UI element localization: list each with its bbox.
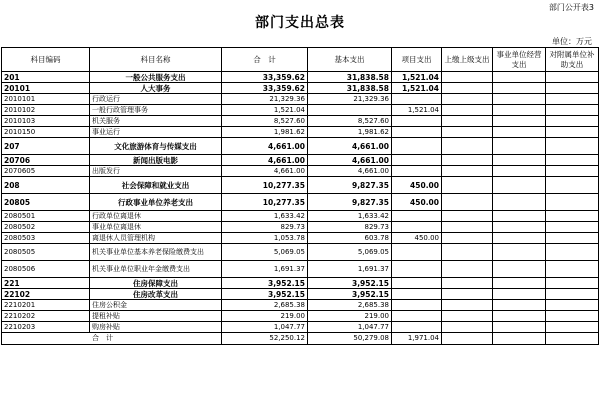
col-header-total: 合 计	[222, 48, 308, 72]
cell-project: 450.00	[392, 194, 442, 211]
cell-subsidy	[546, 222, 599, 233]
cell-basic: 1,633.42	[308, 211, 392, 222]
cell-name: 出版发行	[90, 166, 222, 177]
table-row	[2, 311, 599, 322]
cell-basic: 9,827.35	[308, 194, 392, 211]
col-header-name: 科目名称	[90, 48, 222, 72]
cell-upper-remit	[442, 322, 493, 333]
cell-name: 住房公积金	[90, 300, 222, 311]
cell-business	[493, 83, 546, 94]
col-header-basic: 基本支出	[308, 48, 392, 72]
cell-name: 提租补贴	[90, 311, 222, 322]
cell-name: 行政运行	[90, 94, 222, 105]
cell-subsidy	[546, 166, 599, 177]
cell-project	[392, 278, 442, 289]
cell-business	[493, 127, 546, 138]
col-header-project: 项目支出	[392, 48, 442, 72]
cell-upper-remit	[442, 233, 493, 244]
cell-upper-remit	[442, 116, 493, 127]
cell-name: 人大事务	[90, 83, 222, 94]
cell-business	[493, 322, 546, 333]
header-row	[2, 48, 599, 72]
cell-subsidy	[546, 94, 599, 105]
cell-name: 机关服务	[90, 116, 222, 127]
unit-label: 单位：万元	[552, 37, 592, 46]
cell-total: 8,527.60	[222, 116, 308, 127]
table-row	[2, 244, 599, 261]
cell-subsidy	[546, 127, 599, 138]
table-row	[2, 116, 599, 127]
col-header-code: 科目编码	[2, 48, 90, 72]
cell-upper-remit	[442, 127, 493, 138]
table-row	[2, 155, 599, 166]
cell-code: 2210201	[2, 300, 90, 311]
col-header-business: 事业单位经营支出	[493, 48, 546, 72]
table-row	[2, 177, 599, 194]
cell-total: 219.00	[222, 311, 308, 322]
cell-basic: 3,952.15	[308, 289, 392, 300]
cell-upper-remit	[442, 194, 493, 211]
cell-total: 3,952.15	[222, 278, 308, 289]
cell-business	[493, 261, 546, 278]
total-upper-remit	[442, 333, 493, 345]
cell-business	[493, 116, 546, 127]
cell-name: 机关事业单位基本养老保险缴费支出	[90, 244, 222, 261]
cell-code: 20706	[2, 155, 90, 166]
cell-name: 住房改革支出	[90, 289, 222, 300]
cell-project	[392, 166, 442, 177]
cell-total: 10,277.35	[222, 194, 308, 211]
cell-business	[493, 166, 546, 177]
table-row	[2, 211, 599, 222]
table-row	[2, 138, 599, 155]
cell-upper-remit	[442, 177, 493, 194]
cell-subsidy	[546, 311, 599, 322]
cell-subsidy	[546, 194, 599, 211]
cell-name: 一般公共服务支出	[90, 72, 222, 83]
cell-total: 33,359.62	[222, 72, 308, 83]
cell-business	[493, 278, 546, 289]
cell-name: 离退休人员管理机构	[90, 233, 222, 244]
cell-total: 3,952.15	[222, 289, 308, 300]
cell-name: 新闻出版电影	[90, 155, 222, 166]
cell-code: 208	[2, 177, 90, 194]
cell-business	[493, 211, 546, 222]
cell-subsidy	[546, 138, 599, 155]
cell-upper-remit	[442, 261, 493, 278]
cell-total: 829.73	[222, 222, 308, 233]
cell-total: 1,633.42	[222, 211, 308, 222]
cell-name: 文化旅游体育与传媒支出	[90, 138, 222, 155]
cell-code: 207	[2, 138, 90, 155]
cell-project	[392, 155, 442, 166]
cell-upper-remit	[442, 222, 493, 233]
cell-business	[493, 94, 546, 105]
cell-total: 10,277.35	[222, 177, 308, 194]
cell-code: 22102	[2, 289, 90, 300]
cell-project	[392, 222, 442, 233]
table-row	[2, 300, 599, 311]
cell-basic: 4,661.00	[308, 138, 392, 155]
cell-project	[392, 138, 442, 155]
cell-basic: 3,952.15	[308, 278, 392, 289]
cell-basic: 31,838.58	[308, 72, 392, 83]
cell-total: 1,691.37	[222, 261, 308, 278]
cell-code: 2010150	[2, 127, 90, 138]
cell-subsidy	[546, 278, 599, 289]
table-row	[2, 289, 599, 300]
cell-basic: 1,691.37	[308, 261, 392, 278]
cell-subsidy	[546, 211, 599, 222]
cell-code: 2010101	[2, 94, 90, 105]
cell-subsidy	[546, 155, 599, 166]
cell-project: 1,521.04	[392, 72, 442, 83]
cell-upper-remit	[442, 155, 493, 166]
cell-basic	[308, 105, 392, 116]
cell-business	[493, 300, 546, 311]
cell-name: 购房补贴	[90, 322, 222, 333]
expenditure-table	[1, 47, 599, 345]
cell-business	[493, 233, 546, 244]
cell-business	[493, 311, 546, 322]
cell-upper-remit	[442, 94, 493, 105]
cell-basic: 2,685.38	[308, 300, 392, 311]
document-number: 部门公开表3	[548, 3, 594, 12]
cell-subsidy	[546, 105, 599, 116]
cell-total: 1,981.62	[222, 127, 308, 138]
cell-code: 2080502	[2, 222, 90, 233]
table-row	[2, 233, 599, 244]
cell-upper-remit	[442, 211, 493, 222]
cell-project	[392, 261, 442, 278]
cell-basic: 1,047.77	[308, 322, 392, 333]
cell-subsidy	[546, 322, 599, 333]
cell-code: 201	[2, 72, 90, 83]
cell-business	[493, 138, 546, 155]
cell-code: 2070605	[2, 166, 90, 177]
cell-code: 2080501	[2, 211, 90, 222]
cell-business	[493, 72, 546, 83]
cell-basic: 9,827.35	[308, 177, 392, 194]
cell-subsidy	[546, 72, 599, 83]
cell-total: 4,661.00	[222, 138, 308, 155]
cell-project: 450.00	[392, 177, 442, 194]
cell-subsidy	[546, 116, 599, 127]
cell-business	[493, 105, 546, 116]
cell-code: 221	[2, 278, 90, 289]
cell-code: 2080506	[2, 261, 90, 278]
cell-name: 住房保障支出	[90, 278, 222, 289]
cell-upper-remit	[442, 300, 493, 311]
cell-basic: 8,527.60	[308, 116, 392, 127]
cell-project	[392, 127, 442, 138]
cell-project	[392, 289, 442, 300]
cell-project	[392, 116, 442, 127]
cell-project	[392, 322, 442, 333]
table-row	[2, 83, 599, 94]
cell-subsidy	[546, 244, 599, 261]
cell-subsidy	[546, 83, 599, 94]
total-row	[2, 333, 599, 345]
cell-name: 事业运行	[90, 127, 222, 138]
cell-subsidy	[546, 261, 599, 278]
cell-total: 4,661.00	[222, 155, 308, 166]
table-row	[2, 105, 599, 116]
cell-upper-remit	[442, 138, 493, 155]
cell-name: 一般行政管理事务	[90, 105, 222, 116]
cell-total: 21,329.36	[222, 94, 308, 105]
total-project: 1,971.04	[392, 333, 442, 345]
cell-total: 2,685.38	[222, 300, 308, 311]
cell-code: 2210202	[2, 311, 90, 322]
cell-business	[493, 222, 546, 233]
cell-subsidy	[546, 300, 599, 311]
cell-total: 4,661.00	[222, 166, 308, 177]
cell-business	[493, 194, 546, 211]
cell-project	[392, 300, 442, 311]
cell-upper-remit	[442, 72, 493, 83]
cell-project	[392, 211, 442, 222]
cell-basic: 4,661.00	[308, 155, 392, 166]
cell-basic: 31,838.58	[308, 83, 392, 94]
cell-upper-remit	[442, 244, 493, 261]
cell-business	[493, 244, 546, 261]
cell-total: 33,359.62	[222, 83, 308, 94]
cell-name: 机关事业单位职业年金缴费支出	[90, 261, 222, 278]
page-title: 部门支出总表	[255, 15, 345, 31]
total-amount: 52,250.12	[222, 333, 308, 345]
col-header-subsidy: 对附属单位补助支出	[546, 48, 599, 72]
cell-business	[493, 289, 546, 300]
table-row	[2, 94, 599, 105]
col-header-upper-remit: 上缴上级支出	[442, 48, 493, 72]
cell-basic: 4,661.00	[308, 166, 392, 177]
total-business	[493, 333, 546, 345]
cell-code: 2080503	[2, 233, 90, 244]
table-row	[2, 166, 599, 177]
cell-name: 社会保障和就业支出	[90, 177, 222, 194]
cell-upper-remit	[442, 278, 493, 289]
cell-business	[493, 177, 546, 194]
cell-basic: 21,329.36	[308, 94, 392, 105]
cell-name: 行政事业单位养老支出	[90, 194, 222, 211]
cell-upper-remit	[442, 83, 493, 94]
table-row	[2, 72, 599, 83]
cell-code: 20101	[2, 83, 90, 94]
table-row	[2, 222, 599, 233]
cell-code: 2010102	[2, 105, 90, 116]
cell-project	[392, 94, 442, 105]
cell-subsidy	[546, 233, 599, 244]
table-row	[2, 322, 599, 333]
cell-upper-remit	[442, 289, 493, 300]
cell-subsidy	[546, 289, 599, 300]
total-label: 合 计	[2, 333, 222, 345]
cell-basic: 603.78	[308, 233, 392, 244]
cell-code: 2210203	[2, 322, 90, 333]
table-row	[2, 194, 599, 211]
cell-business	[493, 155, 546, 166]
cell-code: 2010103	[2, 116, 90, 127]
cell-total: 1,521.04	[222, 105, 308, 116]
cell-basic: 219.00	[308, 311, 392, 322]
cell-upper-remit	[442, 311, 493, 322]
cell-total: 1,053.78	[222, 233, 308, 244]
total-subsidy	[546, 333, 599, 345]
cell-name: 事业单位离退休	[90, 222, 222, 233]
table-row	[2, 261, 599, 278]
cell-upper-remit	[442, 105, 493, 116]
cell-project	[392, 311, 442, 322]
cell-project	[392, 244, 442, 261]
cell-code: 2080505	[2, 244, 90, 261]
cell-upper-remit	[442, 166, 493, 177]
cell-project: 450.00	[392, 233, 442, 244]
cell-basic: 1,981.62	[308, 127, 392, 138]
cell-subsidy	[546, 177, 599, 194]
cell-total: 5,069.05	[222, 244, 308, 261]
cell-name: 行政单位离退休	[90, 211, 222, 222]
cell-code: 20805	[2, 194, 90, 211]
table-row	[2, 127, 599, 138]
cell-total: 1,047.77	[222, 322, 308, 333]
cell-project: 1,521.04	[392, 83, 442, 94]
cell-basic: 5,069.05	[308, 244, 392, 261]
cell-project: 1,521.04	[392, 105, 442, 116]
cell-basic: 829.73	[308, 222, 392, 233]
total-basic: 50,279.08	[308, 333, 392, 345]
table-row	[2, 278, 599, 289]
